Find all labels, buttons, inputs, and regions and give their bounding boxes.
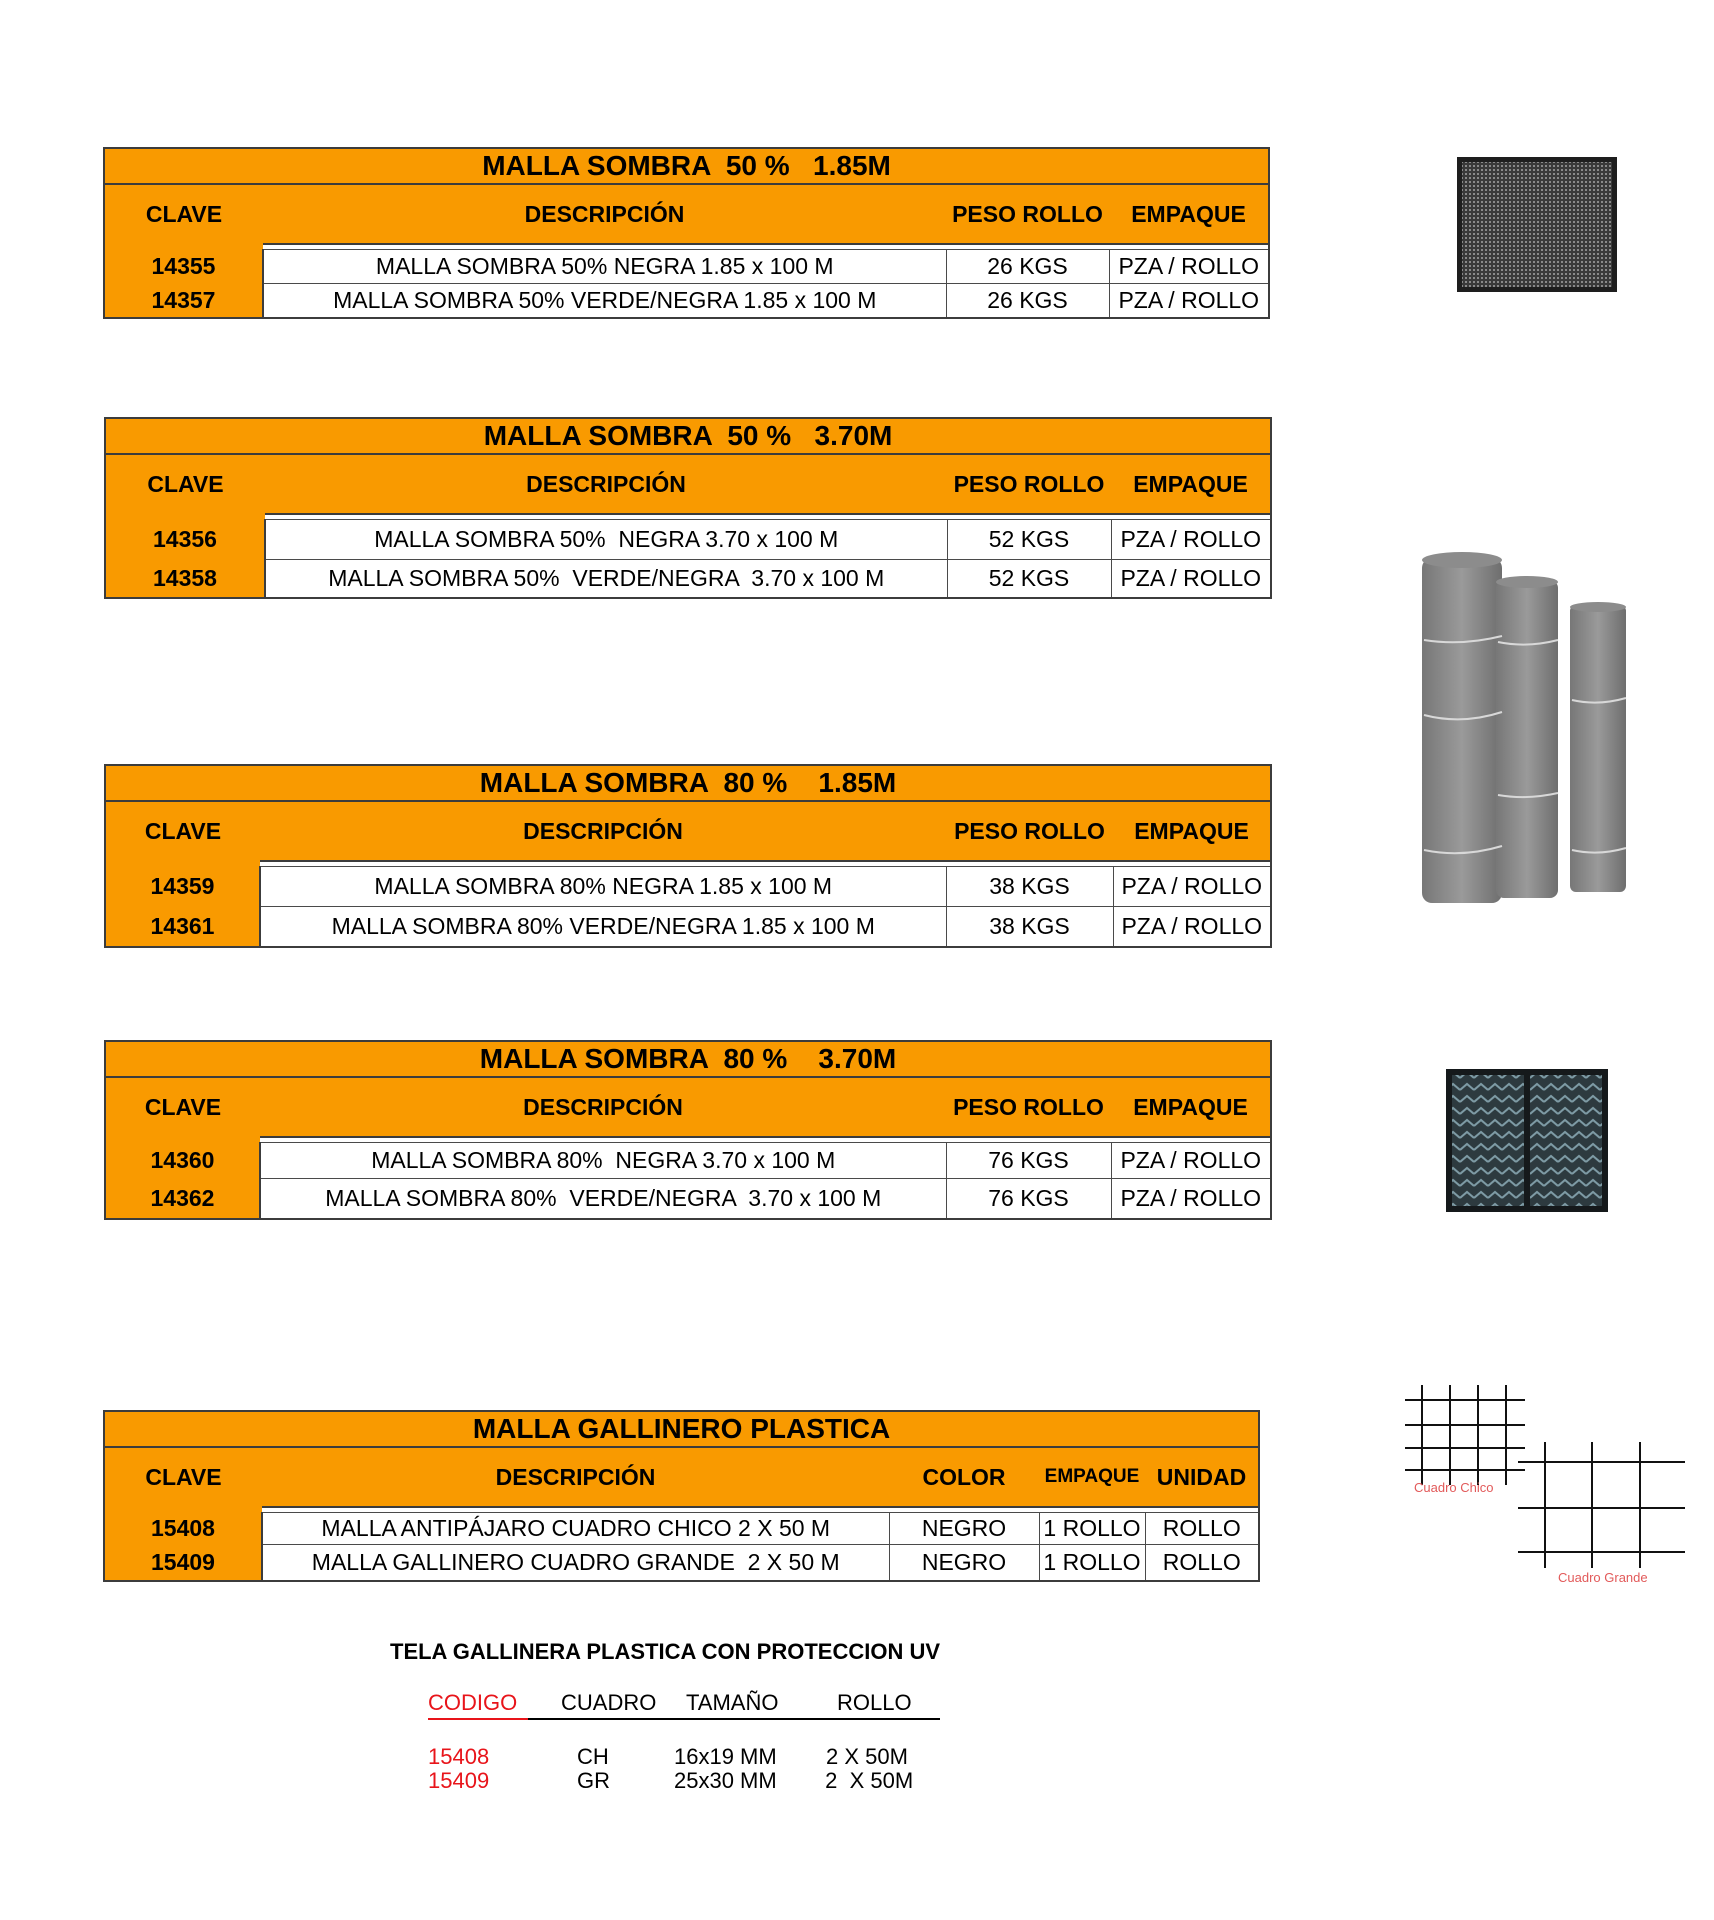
shade-mesh-weave-swatch-image: [1446, 1069, 1608, 1212]
column-header-clave: CLAVE: [104, 1447, 262, 1507]
row-clave: 15408: [104, 1513, 262, 1545]
column-header-descripcion: DESCRIPCIÓN: [260, 1077, 946, 1137]
caption-cuadro-grande: Cuadro Grande: [1558, 1570, 1648, 1585]
table-row: [104, 250, 1269, 284]
table-row: [105, 1143, 1271, 1179]
table-row: [104, 284, 1269, 318]
shade-mesh-rolls-image: [1410, 550, 1650, 910]
row-descripcion: MALLA SOMBRA 50% NEGRA 1.85 x 100 M: [263, 250, 946, 284]
column-header-clave: CLAVE: [105, 454, 265, 514]
table-row: [105, 1179, 1271, 1219]
column-header-empaque: EMPAQUE: [1113, 801, 1271, 861]
table-row: [104, 1545, 1259, 1581]
row-clave: 14361: [105, 907, 260, 947]
row-clave: 14356: [105, 520, 265, 560]
row-clave: 14355: [104, 250, 263, 284]
column-header-clave: CLAVE: [104, 184, 263, 244]
row-clave: 14360: [105, 1143, 260, 1179]
uv-row-cuadro: GR: [577, 1768, 610, 1793]
row-clave: 15409: [104, 1545, 262, 1581]
uv-header-codigo: CODIGO: [428, 1690, 518, 1715]
row-peso: 38 KGS: [946, 907, 1113, 947]
table-title: MALLA SOMBRA 50 % 3.70M: [105, 418, 1271, 454]
uv-row-tamano: 16x19 MM: [674, 1744, 777, 1769]
column-header-descripcion: DESCRIPCIÓN: [263, 184, 946, 244]
column-header-descripcion: DESCRIPCIÓN: [260, 801, 946, 861]
shade-mesh-swatch-image: [1457, 157, 1617, 292]
row-empaque: PZA / ROLLO: [1111, 520, 1271, 560]
row-descripcion: MALLA SOMBRA 80% NEGRA 3.70 x 100 M: [260, 1143, 946, 1179]
column-header-clave: CLAVE: [105, 1077, 260, 1137]
table-row: [105, 520, 1271, 560]
uv-row-rollo: 2 X 50M: [826, 1744, 908, 1769]
row-clave: 14359: [105, 867, 260, 907]
product-table-malla-sombra-50-185: [103, 147, 1270, 319]
row-descripcion: MALLA SOMBRA 80% NEGRA 1.85 x 100 M: [260, 867, 946, 907]
column-header-peso-rollo: PESO ROLLO: [946, 801, 1113, 861]
product-table-malla-sombra-80-185: [104, 764, 1272, 948]
row-peso: 26 KGS: [946, 284, 1109, 318]
column-header-empaque: EMPAQUE: [1111, 1077, 1271, 1137]
column-header-unidad: UNIDAD: [1145, 1447, 1259, 1507]
table-row: [105, 867, 1271, 907]
row-empaque: PZA / ROLLO: [1113, 907, 1271, 947]
column-header-descripcion: DESCRIPCIÓN: [265, 454, 947, 514]
uv-header-underline-red: [428, 1718, 528, 1720]
caption-cuadro-chico: Cuadro Chico: [1414, 1480, 1494, 1495]
uv-header-rollo: ROLLO: [837, 1690, 912, 1715]
row-empaque: PZA / ROLLO: [1109, 284, 1269, 318]
uv-row-cuadro: CH: [577, 1744, 609, 1769]
row-empaque: PZA / ROLLO: [1111, 1179, 1271, 1219]
product-table-malla-sombra-50-370: [104, 417, 1272, 599]
row-unidad: ROLLO: [1145, 1513, 1259, 1545]
row-unidad: ROLLO: [1145, 1545, 1259, 1581]
row-descripcion: MALLA SOMBRA 50% NEGRA 3.70 x 100 M: [265, 520, 947, 560]
row-clave: 14357: [104, 284, 263, 318]
row-empaque: PZA / ROLLO: [1109, 250, 1269, 284]
row-peso: 52 KGS: [947, 520, 1111, 560]
row-empaque: PZA / ROLLO: [1111, 560, 1271, 598]
row-descripcion: MALLA SOMBRA 50% VERDE/NEGRA 1.85 x 100 M: [263, 284, 946, 318]
uv-row-rollo: 2 X 50M: [819, 1768, 914, 1793]
product-table-malla-sombra-80-370: [104, 1040, 1272, 1220]
table-row: [105, 560, 1271, 598]
column-header-descripcion: DESCRIPCIÓN: [262, 1447, 889, 1507]
row-clave: 14358: [105, 560, 265, 598]
column-header-color: COLOR: [889, 1447, 1039, 1507]
column-header-empaque: EMPAQUE: [1039, 1447, 1145, 1507]
product-table-malla-gallinero: [103, 1410, 1260, 1582]
row-descripcion: MALLA SOMBRA 50% VERDE/NEGRA 3.70 x 100 M: [265, 560, 947, 598]
uv-row-tamano: 25x30 MM: [674, 1768, 777, 1793]
table-title: MALLA SOMBRA 50 % 1.85M: [104, 148, 1269, 184]
row-peso: 38 KGS: [946, 867, 1113, 907]
row-peso: 76 KGS: [946, 1179, 1111, 1219]
row-color: NEGRO: [889, 1545, 1039, 1581]
row-descripcion: MALLA SOMBRA 80% VERDE/NEGRA 1.85 x 100 M: [260, 907, 946, 947]
table-title: MALLA SOMBRA 80 % 3.70M: [105, 1041, 1271, 1077]
row-empaque: PZA / ROLLO: [1111, 1143, 1271, 1179]
column-header-empaque: EMPAQUE: [1111, 454, 1271, 514]
column-header-empaque: EMPAQUE: [1109, 184, 1269, 244]
uv-header-tamano: TAMAÑO: [686, 1690, 779, 1715]
uv-section-title: TELA GALLINERA PLASTICA CON PROTECCION UV: [390, 1639, 940, 1664]
row-descripcion: MALLA GALLINERO CUADRO GRANDE 2 X 50 M: [262, 1545, 889, 1581]
row-peso: 76 KGS: [946, 1143, 1111, 1179]
column-header-peso-rollo: PESO ROLLO: [947, 454, 1111, 514]
table-title: MALLA GALLINERO PLASTICA: [104, 1411, 1259, 1447]
column-header-clave: CLAVE: [105, 801, 260, 861]
row-color: NEGRO: [889, 1513, 1039, 1545]
row-descripcion: MALLA SOMBRA 80% VERDE/NEGRA 3.70 x 100 M: [260, 1179, 946, 1219]
row-empaque: PZA / ROLLO: [1113, 867, 1271, 907]
uv-row-codigo: 15408: [428, 1744, 490, 1769]
column-header-peso-rollo: PESO ROLLO: [946, 1077, 1111, 1137]
table-row: [105, 907, 1271, 947]
uv-row-codigo: 15409: [428, 1768, 490, 1793]
uv-header-cuadro: CUADRO: [561, 1690, 657, 1715]
row-empaque: 1 ROLLO: [1039, 1513, 1145, 1545]
column-header-peso-rollo: PESO ROLLO: [946, 184, 1109, 244]
table-title: MALLA SOMBRA 80 % 1.85M: [105, 765, 1271, 801]
row-empaque: 1 ROLLO: [1039, 1545, 1145, 1581]
row-descripcion: MALLA ANTIPÁJARO CUADRO CHICO 2 X 50 M: [262, 1513, 889, 1545]
row-peso: 26 KGS: [946, 250, 1109, 284]
row-clave: 14362: [105, 1179, 260, 1219]
table-row: [104, 1513, 1259, 1545]
row-peso: 52 KGS: [947, 560, 1111, 598]
